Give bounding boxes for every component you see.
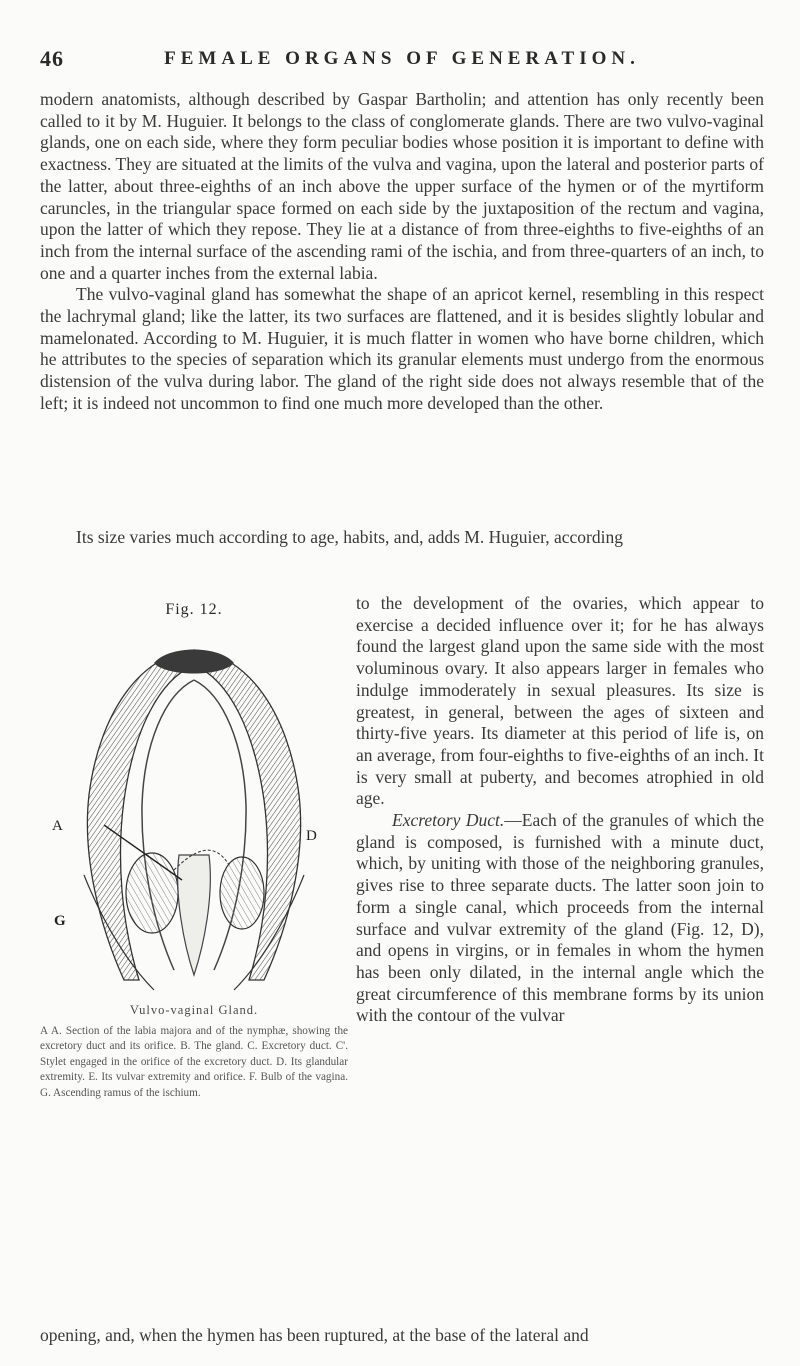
vulvo-vaginal-gland-illustration xyxy=(44,625,344,995)
paragraph-1: modern anatomists, although described by Gaspar Bartholin; and attention has only recently been called to it by M. Huguier. It belongs to the class of conglomerate glands. There are two vulvo-vaginal glands, one on each side, where they form peculiar bodies whose position it is important to define with exactness. They are situated at the limits of the vulva and vagina, upon the lateral and posterior parts of the latter, about three-eighths of an inch above the upper surface of the hymen or of the myrtiform caruncles, in the triangular space formed on each side by the juxtaposition of the rectum and vagina, upon the latter of which they repose. They lie at a distance of from three-eighths to five-eighths of an inch from the internal surface of the ascending rami of the ischia, and from three-quarters of an inch, to one and a quarter inches from the external labia. xyxy=(40,89,764,283)
duct-text: —Each of the granules of which the gland is composed, is furnished with a minute duct, which, by uniting with those of the neighboring granules, gives rise to three separate ducts. The latter soon join to form a single canal, which proceeds from the internal surface and vulvar extremity of the gland (Fig. 12, D), and opens in virgins, or in females in whom the hymen has been only dilated, in the internal angle which the great circumference of this membrane forms by its union with the contour of the vulvar xyxy=(356,810,764,1026)
figure-title: Vulvo-vaginal Gland. xyxy=(129,1003,259,1017)
text-block-size-start xyxy=(40,527,764,549)
paragraph-size-rest: to the development of the ovaries, which appear to exercise a decided influence over it; for he has always found the largest gland upon the same side with the most voluminous ovary. It also appears larger in females who indulge immoderately in sexual pleasures. Its size is greatest, in general, between the ages of sixteen and thirty-five years. Its diameter at this period of life is, on an average, from four-eighths to five-eighths of an inch. It is very small at puberty, and becomes atrophied in old age. xyxy=(356,593,764,809)
figure-letter-d: D xyxy=(306,828,317,844)
running-title: FEMALE ORGANS OF GENERATION. xyxy=(164,48,640,69)
duct-heading: Excretory Duct. xyxy=(392,810,505,831)
vaginal-opening xyxy=(178,855,211,975)
figure-label: Fig. 12. xyxy=(165,601,223,618)
paragraph-tail: opening, and, when the hymen has been ruptured, at the base of the lateral and xyxy=(40,1325,589,1345)
paragraph-duct xyxy=(356,810,764,1027)
page-header xyxy=(40,46,764,76)
paragraph-2: The vulvo-vaginal gland has somewhat the shape of an apricot kernel, resembling in this respect the lachrymal gland; like the latter, its two surfaces are flattened, and it is besides slightly lobular and mamelonated. According to M. Huguier, it is much flatter in women who have borne children, which he attributes to the species of separation which its granular elements must undergo from the enormous distension of the vulva during labor. The gland of the right side does not always resemble that of the left; it is indeed not uncommon to find one much more developed than the other. xyxy=(40,284,764,413)
text-block-tail xyxy=(40,1325,764,1347)
gland-left xyxy=(126,853,178,933)
text-column-right xyxy=(356,593,764,1027)
figure-letter-a: A xyxy=(52,818,63,834)
figure-caption: A A. Section of the labia majora and of the nymphæ, showing the excretory duct and its orifice. B. The gland. C. Excretory duct. C'. Stylet engaged in the orifice of the excretory duct. D. Its glandular extremity. E. Its vulvar extremity and orifice. F. Bulb of the vagina. G. Ascending ramus of the ischium. xyxy=(40,1025,348,1099)
figure-letter-g: G xyxy=(54,913,66,929)
gland-right xyxy=(220,857,264,929)
labia-majora-right xyxy=(194,650,301,980)
labia-majora-left xyxy=(87,650,194,980)
figure-12 xyxy=(40,593,348,1101)
paragraph-size-start: Its size varies much according to age, habits, and, adds M. Huguier, according xyxy=(76,527,623,547)
page-number: 46 xyxy=(40,46,64,71)
text-block-top xyxy=(40,89,764,415)
